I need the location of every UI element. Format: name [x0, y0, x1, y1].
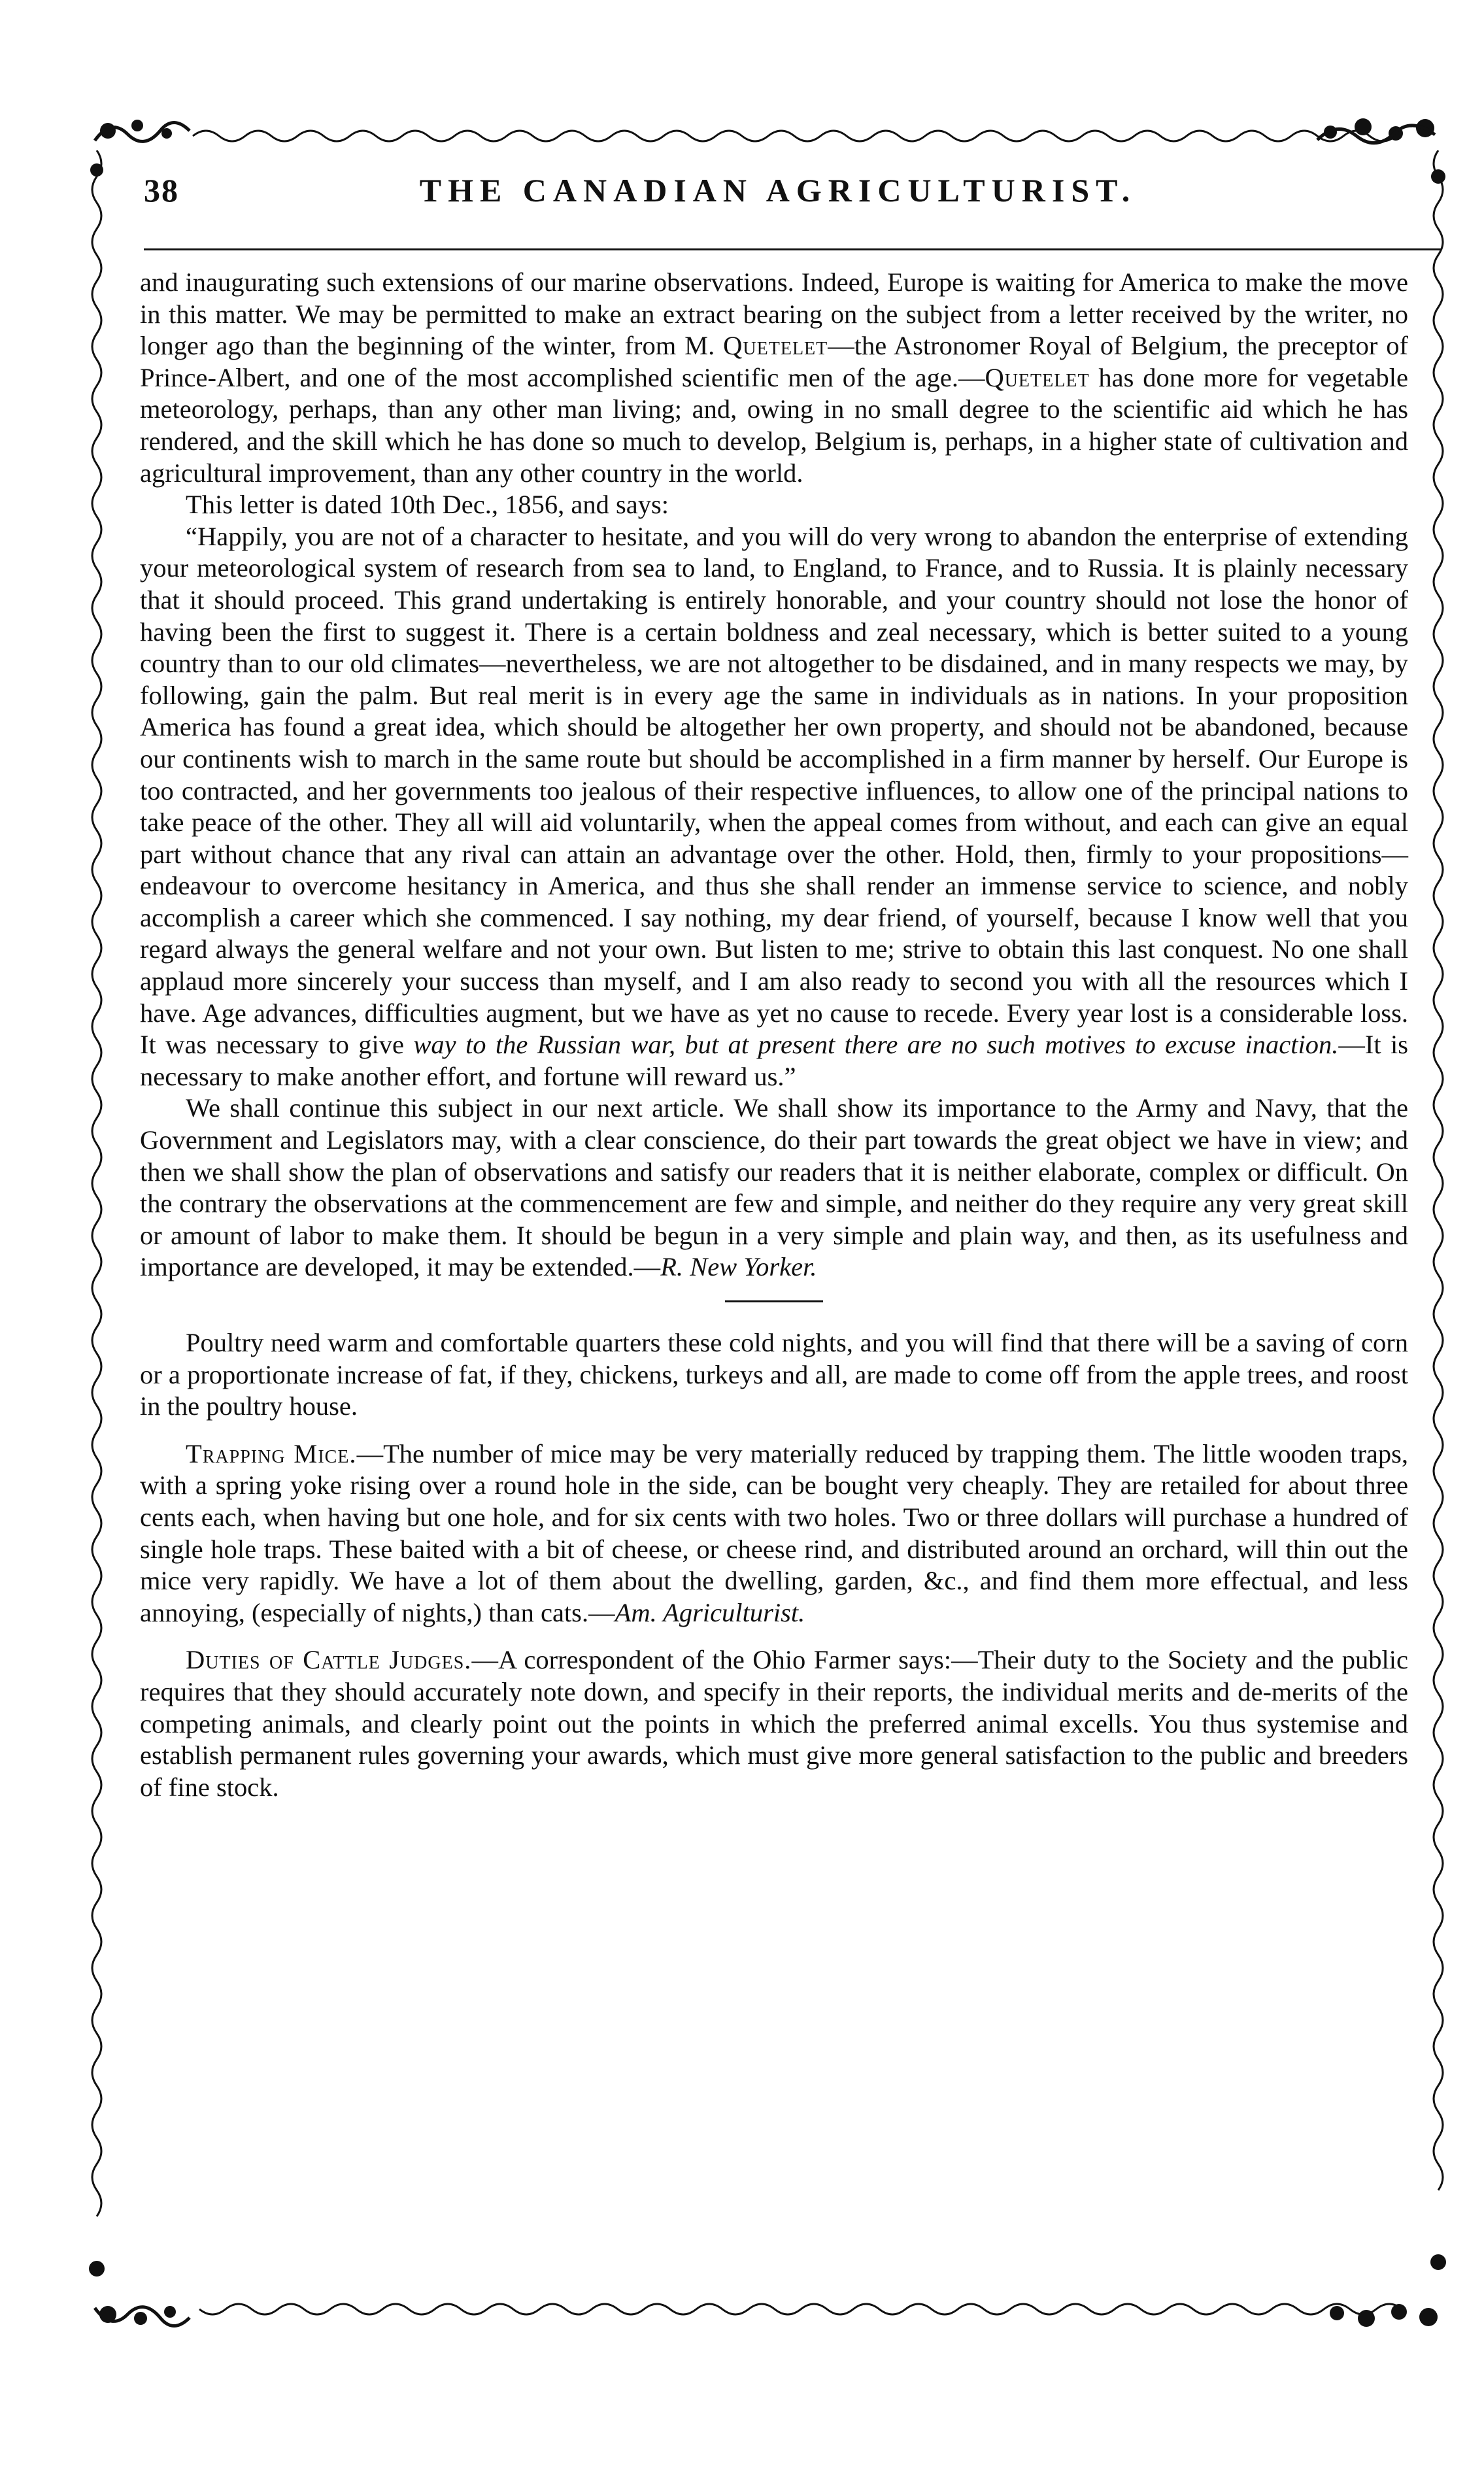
cattle-heading: Duties of Cattle Judges. [186, 1645, 472, 1675]
author-name: Quetelet [723, 331, 828, 361]
page-header [144, 171, 1412, 217]
article-closing [140, 1092, 1408, 1283]
closing-text: We shall continue this subject in our next article. We shall show its importance to the Army and Navy, that the Government and Legislators may, with a clear conscience, do their part towards the great object we have in view; and then we shall show the plan of observations and satisfy our readers that it is neither elaborate, complex or difficult. On the contrary the observations at the commencement are few and simple, and neither do they require any very great skill or amount of labor to make them. It should be begun in a very simple and plain way, and then, as its usefulness and importance are developed, it may be extended.— [140, 1093, 1408, 1282]
cattle-text: —A correspondent of the Ohio Farmer says:—Their duty to the Society and the public requires that they should accurately note down, and specify in their reports, the individual merits and de-merits of the competing animals, and clearly point out the points in which the preferred animal excells. You thus systemise and establish permanent rules governing your awards, which must give more general satisfaction to the public and breeders of fine stock. [140, 1645, 1408, 1802]
running-head: THE CANADIAN AGRICULTURIST. [419, 172, 1137, 209]
letter-intro: This letter is dated 10th Dec., 1856, and says: [186, 490, 669, 520]
ornamental-border-top [88, 111, 1448, 157]
mice-source: Am. Agriculturist. [615, 1597, 805, 1627]
page-content [140, 267, 1408, 1803]
quote-italic: way to the Russian war, but at present there are no such motives to excuse inaction. [413, 1030, 1339, 1060]
page-number: 38 [144, 172, 179, 209]
header-rule [144, 248, 1442, 250]
ornamental-border-bottom [88, 2288, 1448, 2334]
intro-text-1: and inaugurating such extensions of our marine observations. Indeed, Europe is waiting for America to make the move in this matter. We may be permitted to make an extract bearing on the subject from a letter received by the writer, no longer ago than the beginning of the winter, from M. [140, 267, 1408, 361]
letter-quote [140, 521, 1408, 1093]
mice-heading: Trapping Mice. [186, 1438, 357, 1468]
quote-text-2: —It is necessary to make another effort, and fortune will reward us.” [140, 1030, 1408, 1091]
ornamental-border-left [84, 150, 110, 2295]
section-divider [725, 1300, 823, 1302]
intro-text-2: —the Astronomer Royal of Belgium, the preceptor of Prince-Albert, and one of the most accomplished scientific men of the age.— [140, 331, 1408, 392]
quote-text-1: “Happily, you are not of a character to hesitate, and you will do very wrong to abandon the enterprise of extending your meteorological system of research from sea to land, to England, to France, and to Russia. It is plainly necessary that it should proceed. This grand undertaking is entirely honorable, and your country should not lose the honor of having been the first to suggest it. There is a certain boldness and zeal necessary, which is better suited to a young country than to our old climates—nevertheless, we are not altogether to be disdained, and in many respects we may, by following, gain the palm. But real merit is in every age the same in individuals as in nations. In your proposition America has found a great idea, which should be altogether her own property, and should not be abandoned, because our continents wish to march in the same route but should be accomplished in a firm manner by herself. Our Europe is too contracted, and her governments too jealous of their respective influences, to allow one of the principal nations to take peace of the other. They all will aid voluntarily, when the appeal comes from without, and each can give an equal part without chance that any rival can attain an advantage over the other. Hold, then, firmly to your propositions—endeavour to overcome hesitancy in America, and thus she shall render an immense service to science, and nobly accomplish a career which she commenced. I say nothing, my dear friend, of yourself, because I know well that you regard always the general welfare and not your own. But listen to me; strive to obtain this last conquest. No one shall applaud more sincerely your success than myself, and I am also ready to second you with all the resources which I have. Age advances, difficulties augment, but we have as yet no cause to recede. Every year lost is a considerable loss. It was necessary to give [140, 521, 1408, 1060]
mice-paragraph [140, 1438, 1408, 1629]
article-intro [140, 267, 1408, 489]
ornamental-border-right [1425, 150, 1451, 2295]
cattle-paragraph [140, 1644, 1408, 1803]
poultry-paragraph: Poultry need warm and comfortable quarters these cold nights, and you will find that there will be a saving of corn or a proportionate increase of fat, if they, chickens, turkeys and all, are made to come off from the apple trees, and roost in the poultry house. [140, 1328, 1408, 1421]
author-name: Quetelet [985, 362, 1090, 392]
mice-text: —The number of mice may be very materially reduced by trapping them. The little wooden traps, with a spring yoke rising over a round hole in the side, can be bought very cheaply. They are retailed for about three cents each, when having but one hole, and for six cents with two holes. Two or three dollars will purchase a hundred of single hole traps. These baited with a bit of cheese, or cheese rind, and distributed around an orchard, will thin out the mice very rapidly. We have a lot of them about the dwelling, garden, &c., and find them more effectual, and less annoying, (especially of nights,) than cats.— [140, 1438, 1408, 1627]
intro-text-3: has done more for vegetable meteorology, perhaps, than any other man living; and, owing in no small degree to the scientific aid which he has rendered, and the skill which he has done so much to develop, Belgium is, perhaps, in a higher state of cultivation and agricultural improvement, than any other country in the world. [140, 362, 1408, 488]
article-source: R. New Yorker. [660, 1252, 817, 1282]
